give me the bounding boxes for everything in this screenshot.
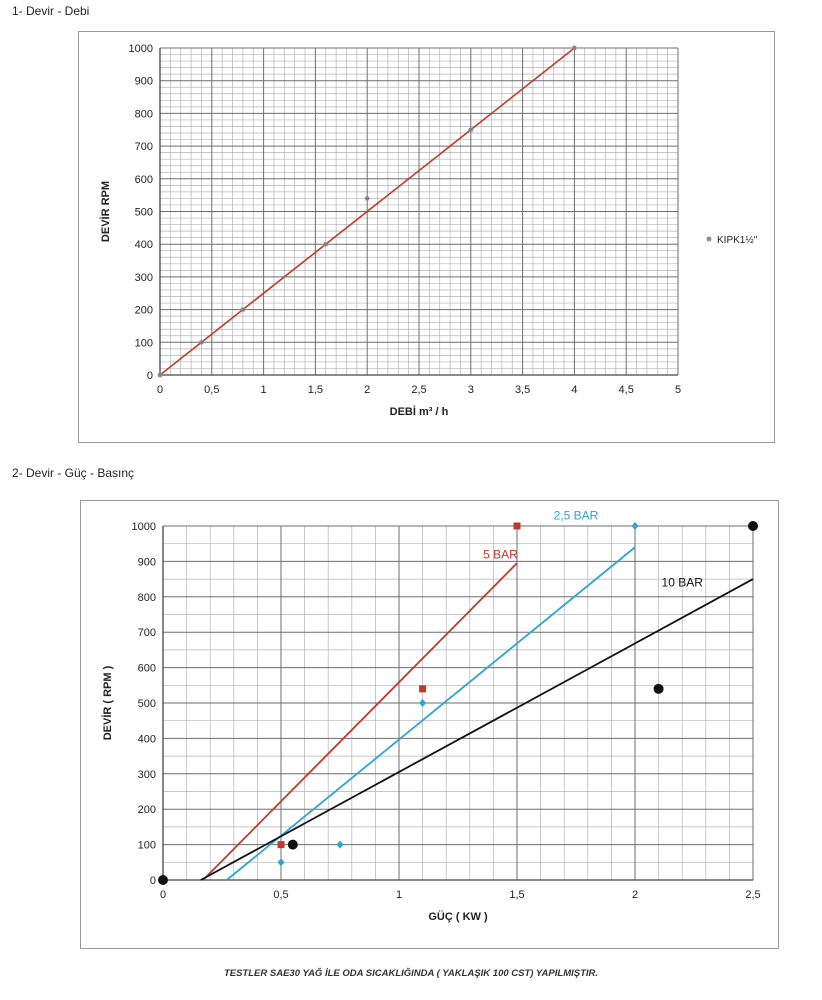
legend-marker [706,236,711,241]
y-axis-title: DEVİR ( RPM ) [102,665,114,741]
x-axis-title: DEBİ m³ / h [389,406,449,418]
x-tick-label: 4 [571,384,578,396]
chart1-svg [79,32,774,442]
x-tick-label: 3,5 [514,384,531,396]
x-tick-label: 0 [159,889,167,901]
chart1-heading: 1- Devir - Debi [12,4,90,18]
y-tick-label: 900 [137,556,156,569]
y-tick-label: 500 [134,206,153,219]
x-axis-title: GÜÇ ( KW ) [428,911,488,923]
y-tick-label: 500 [137,698,156,710]
x-tick-label: 1,5 [509,889,525,901]
x-tick-label: 0 [156,384,164,396]
x-tick-label: 4,5 [618,384,634,396]
footer-note: TESTLER SAE30 YAĞ İLE ODA SICAKLIĞINDA ( YAKLAŞIK 100 CST) YAPILMIŞTIR. [223,968,599,979]
data-point [654,684,664,694]
y-tick-label: 300 [137,768,156,781]
x-tick-label: 1 [260,384,267,396]
x-tick-label: 2,5 [745,889,761,901]
data-point [572,45,577,50]
data-point [278,858,285,866]
y-tick-label: 1000 [128,43,153,55]
y-tick-label: 800 [134,108,153,121]
y-tick-label: 200 [134,304,153,317]
data-point [288,840,298,850]
y-tick-label: 1000 [131,521,156,533]
y-tick-label: 700 [134,141,153,154]
y-tick-label: 400 [137,733,156,746]
y-tick-label: 900 [134,75,153,88]
trend-line [201,579,753,880]
series-label: 2,5 BAR [553,508,599,523]
series-label: 5 BAR [483,547,518,562]
data-point [323,242,328,247]
x-tick-label: 1,5 [307,384,324,396]
y-tick-label: 700 [137,627,156,640]
chart1-panel [78,31,775,443]
y-tick-label: 0 [149,875,156,887]
legend-label: KIPK1½" [717,235,758,246]
chart2-svg [81,501,778,948]
y-tick-label: 100 [134,337,153,350]
y-tick-label: 100 [137,839,156,852]
data-point [337,841,344,849]
x-tick-label: 2 [631,889,639,901]
x-tick-label: 1 [395,889,403,901]
x-tick-label: 0,5 [273,889,289,901]
y-axis-title: DEVİR RPM [100,180,112,243]
x-tick-label: 3 [467,384,474,396]
chart2-panel [80,500,779,949]
y-tick-label: 600 [134,173,153,186]
data-point [158,875,168,885]
y-tick-label: 800 [137,591,156,604]
y-tick-label: 400 [134,239,153,252]
data-point [240,307,245,312]
y-tick-label: 200 [137,804,156,817]
y-tick-label: 600 [137,662,156,675]
y-tick-label: 0 [146,370,153,382]
data-point [748,521,758,531]
chart2-heading: 2- Devir - Güç - Basınç [12,466,135,480]
x-tick-label: 2 [364,384,371,396]
x-tick-label: 0,5 [204,384,220,396]
series-label: 10 BAR [661,575,703,590]
x-tick-label: 5 [674,384,682,396]
data-point [632,522,639,530]
data-point [365,196,370,201]
data-point [419,685,426,692]
data-point [419,699,426,707]
data-point [278,841,285,848]
data-point [514,523,521,530]
x-tick-label: 2,5 [411,384,427,396]
y-tick-label: 300 [134,271,153,284]
